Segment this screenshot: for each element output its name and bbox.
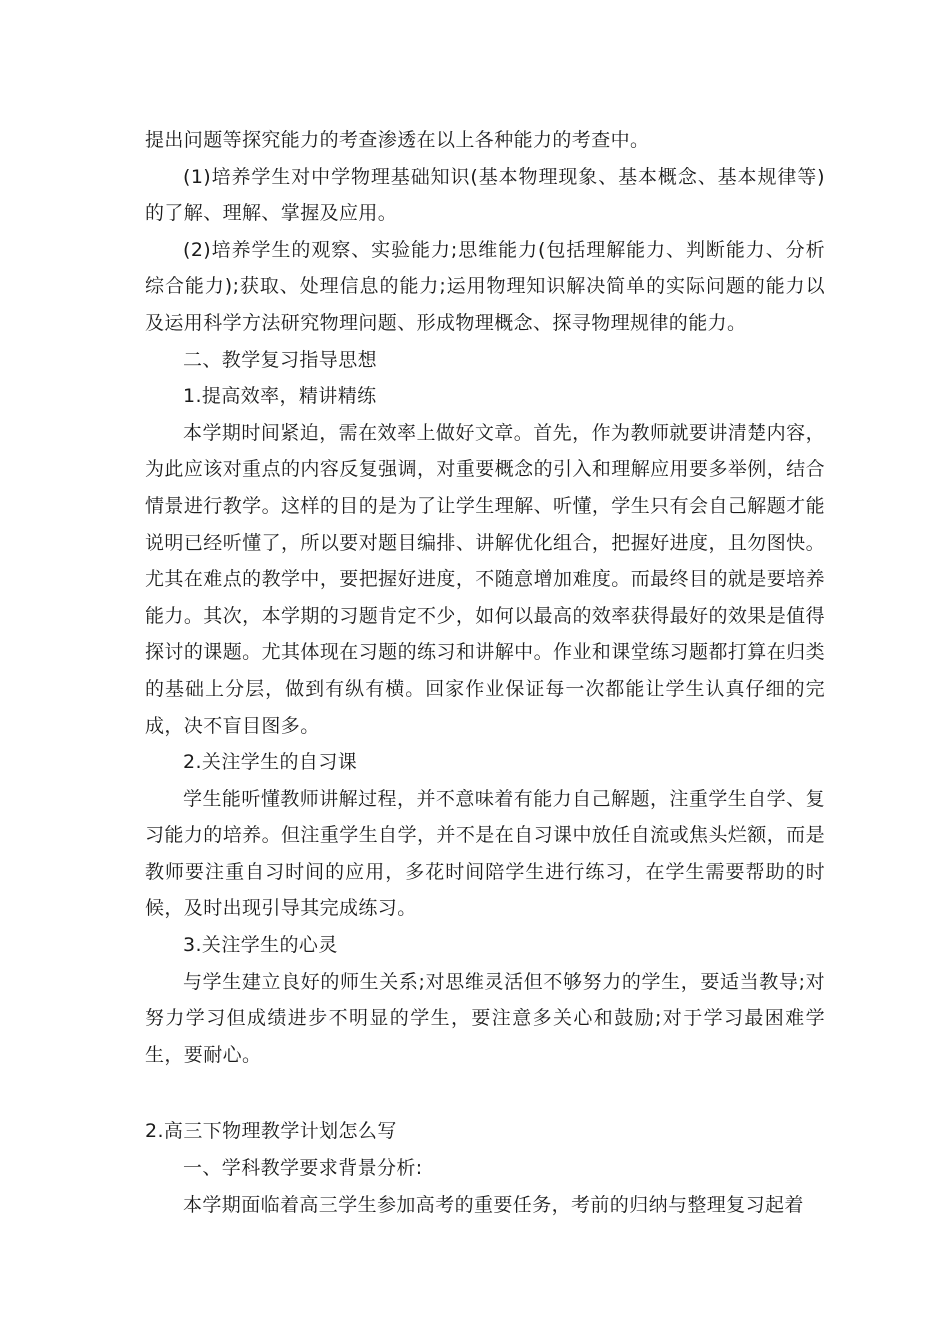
heading-student-mind: 3.关注学生的心灵 bbox=[183, 934, 338, 957]
heading-background-analysis: 一、学科教学要求背景分析: bbox=[183, 1157, 423, 1180]
heading-guiding-thought: 二、教学复习指导思想 bbox=[183, 348, 378, 371]
heading-efficiency: 1.提高效率，精讲精练 bbox=[183, 385, 377, 408]
paragraph-efficiency: 本学期时间紧迫，需在效率上做好文章。首先，作为教师就要讲清楚内容，为此应该对重点的内容反复强调，对重要概念的引入和理解应用要多举例，结合情景进行教学。这样的目的是为了让学生理解、听懂，学生只有会自己解题才能说明已经听懂了，所以要对题目编排、讲解优化组合，把握好进度，且勿图快。尤其在难点的教学中，要把握好进度，不随意增加难度。而最终目的就是要培养能力。其次，本学期的习题肯定不少，如何以最高的效率获得最好的效果是值得探讨的课题。尤其体现在习题的练习和讲解中。作业和课堂练习题都打算在归类的基础上分层，做到有纵有横。回家作业保证每一次都能让学生认真仔细的完成，决不盲目图多。 bbox=[145, 421, 825, 737]
section-spacer bbox=[145, 1073, 825, 1113]
paragraph-student-mind: 与学生建立良好的师生关系;对思维灵活但不够努力的学生，要适当教导;对努力学习但成绩进步不明显的学生，要注意多关心和鼓励;对于学习最困难学生，要耐心。 bbox=[145, 970, 825, 1066]
heading-self-study: 2.关注学生的自习课 bbox=[183, 751, 358, 774]
section-title-plan: 2.高三下物理教学计划怎么写 bbox=[145, 1120, 397, 1143]
paragraph-goal-1: (1)培养学生对中学物理基础知识(基本物理现象、基本概念、基本规律等)的了解、理解、掌握及应用。 bbox=[145, 165, 825, 225]
paragraph-goal-2: (2)培养学生的观察、实验能力;思维能力(包括理解能力、判断能力、分析综合能力);获取、处理信息的能力;运用物理知识解决简单的实际问题的能力以及运用科学方法研究物理问题、形成物理概念、探寻物理规律的能力。 bbox=[145, 238, 825, 334]
document-body bbox=[145, 122, 825, 1223]
paragraph-background: 本学期面临着高三学生参加高考的重要任务，考前的归纳与整理复习起着 bbox=[183, 1193, 804, 1216]
paragraph-self-study: 学生能听懂教师讲解过程，并不意味着有能力自己解题，注重学生自学、复习能力的培养。但注重学生自学，并不是在自习课中放任自流或焦头烂额，而是教师要注重自习时间的应用，多花时间陪学生进行练习，在学生需要帮助的时候，及时出现引导其完成练习。 bbox=[145, 787, 825, 920]
paragraph-ability-exam: 提出问题等探究能力的考查渗透在以上各种能力的考查中。 bbox=[145, 129, 650, 151]
